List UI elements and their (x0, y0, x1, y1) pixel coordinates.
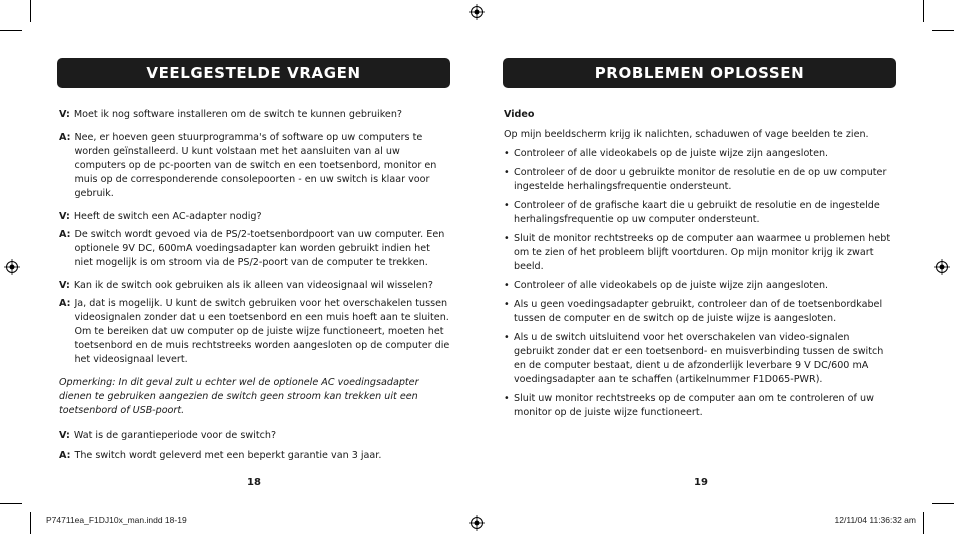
crop-mark (923, 512, 924, 534)
crop-mark (30, 512, 31, 534)
answer-text: The switch wordt geleverd met een beperkt garantie van 3 jaar. (74, 450, 382, 461)
question-key: V: (59, 430, 70, 441)
answer-key: A: (59, 450, 71, 461)
list-item (504, 392, 892, 420)
registration-mark-icon (469, 4, 485, 20)
crop-mark (30, 0, 31, 22)
crop-mark (932, 503, 954, 504)
list-item (504, 147, 892, 161)
file-slug: P74711ea_F1DJ10x_man.indd 18-19 (46, 515, 187, 525)
bullet-text: Als u de switch uitsluitend voor het overschakelen van video-signalen gebruikt zonder dat er een toetsenbord- en muisverbinding tussen de switch en de computer bestaat, dient u de afzonderlijk leverbare 9 V DC/600 mA voedingsadapter aan te schaffen (artikelnummer F1D065-PWR). (514, 332, 884, 385)
list-item (504, 199, 892, 227)
registration-mark-icon (934, 259, 950, 275)
bullet-text: Sluit de monitor rechtstreeks op de computer aan waarmee u problemen hebt om te zien of het probleem blijft voortduren. Op mijn monitor krijg ik zwart beeld. (514, 233, 891, 272)
answer-key: A: (59, 229, 71, 240)
list-item (504, 279, 892, 293)
question-text: Kan ik de switch ook gebruiken als ik alleen van videosignaal wil wisselen? (73, 280, 433, 291)
list-item (504, 298, 892, 326)
bullet-text: Controleer of de door u gebruikte monitor de resolutie en de op uw computer ingestelde herhalingsfrequentie ondersteunt. (514, 167, 887, 192)
registration-mark-icon (4, 259, 20, 275)
registration-mark-icon (469, 515, 485, 531)
bullet-icon: • (504, 393, 510, 404)
question-key: V: (59, 211, 70, 222)
question-key: V: (59, 109, 70, 120)
faq-item (59, 279, 451, 367)
bullet-icon: • (504, 299, 510, 310)
faq-item (59, 210, 451, 270)
bullet-icon: • (504, 200, 510, 211)
crop-mark (932, 30, 954, 31)
question-text: Moet ik nog software installeren om de switch te kunnen gebruiken? (73, 109, 402, 120)
right-page-heading: PROBLEMEN OPLOSSEN (503, 58, 896, 88)
bullet-icon: • (504, 233, 510, 244)
problem-description: Op mijn beeldscherm krijg ik nalichten, schaduwen of vage beelden te zien. (504, 129, 869, 140)
timestamp-slug: 12/11/04 11:36:32 am (834, 515, 916, 525)
bullet-text: Sluit uw monitor rechtstreeks op de computer aan om te controleren of uw monitor op de juiste wijze functioneert. (514, 393, 874, 418)
faq-item (59, 429, 451, 463)
crop-mark (923, 0, 924, 22)
list-item (504, 331, 892, 387)
bullet-text: Controleer of de grafische kaart die u gebruikt de resolutie en de ingestelde herhalingsfrequentie op uw computer ondersteunt. (514, 200, 880, 225)
bullet-text: Controleer of alle videokabels op de juiste wijze zijn aangesloten. (514, 280, 829, 291)
list-item (504, 232, 892, 274)
list-item (504, 166, 892, 194)
bullet-text: Controleer of alle videokabels op de juiste wijze zijn aangesloten. (514, 148, 829, 159)
troubleshooting-column (504, 108, 892, 425)
faq-item (59, 108, 451, 201)
bullet-icon: • (504, 167, 510, 178)
faq-column (59, 108, 451, 472)
note-text: Opmerking: In dit geval zult u echter wel de optionele AC voedingsadapter dienen te gebruiken aangezien de switch geen stroom kan trekken uit een toetsenbord of USB-poort. (59, 377, 419, 416)
section-title: Video (504, 109, 535, 120)
bullet-icon: • (504, 332, 510, 343)
left-page-heading: VEELGESTELDE VRAGEN (57, 58, 450, 88)
page-number-left: 18 (247, 477, 261, 488)
answer-key: A: (59, 132, 71, 143)
crop-mark (0, 30, 22, 31)
bullet-icon: • (504, 148, 510, 159)
question-text: Heeft de switch een AC-adapter nodig? (73, 211, 262, 222)
answer-text: Nee, er hoeven geen stuurprogramma's of software op uw computers te worden geïnstalleerd. U kunt volstaan met het aansluiten van al uw computers op de pc-poorten van de switch en een toetsenbord, monitor en muis op de corresponderende consolepoorten - en uw switch is klaar voor gebruik. (74, 132, 437, 199)
question-key: V: (59, 280, 70, 291)
crop-mark (0, 503, 22, 504)
bullet-icon: • (504, 280, 510, 291)
answer-text: Ja, dat is mogelijk. U kunt de switch gebruiken voor het overschakelen tussen videosignalen zonder dat u een toetsenbord en een muis hoeft aan te sluiten. Om te bereiken dat uw computer op de juiste wijze functioneert, moeten het toetsenbord en de muis rechtstreeks worden aangesloten op de computer die het videosignaal levert. (74, 298, 450, 365)
page-number-right: 19 (694, 477, 708, 488)
question-text: Wat is de garantieperiode voor de switch? (73, 430, 277, 441)
answer-key: A: (59, 298, 71, 309)
bullet-text: Als u geen voedingsadapter gebruikt, controleer dan of de toetsenbordkabel tussen de computer en de switch op de juiste wijze is aangesloten. (514, 299, 883, 324)
answer-text: De switch wordt gevoed via de PS/2-toetsenbordpoort van uw computer. Een optionele 9V DC, 600mA voedingsadapter kan worden gebruikt indien het niet mogelijk is om stroom via de PS/2-poort van de computer te trekken. (74, 229, 445, 268)
